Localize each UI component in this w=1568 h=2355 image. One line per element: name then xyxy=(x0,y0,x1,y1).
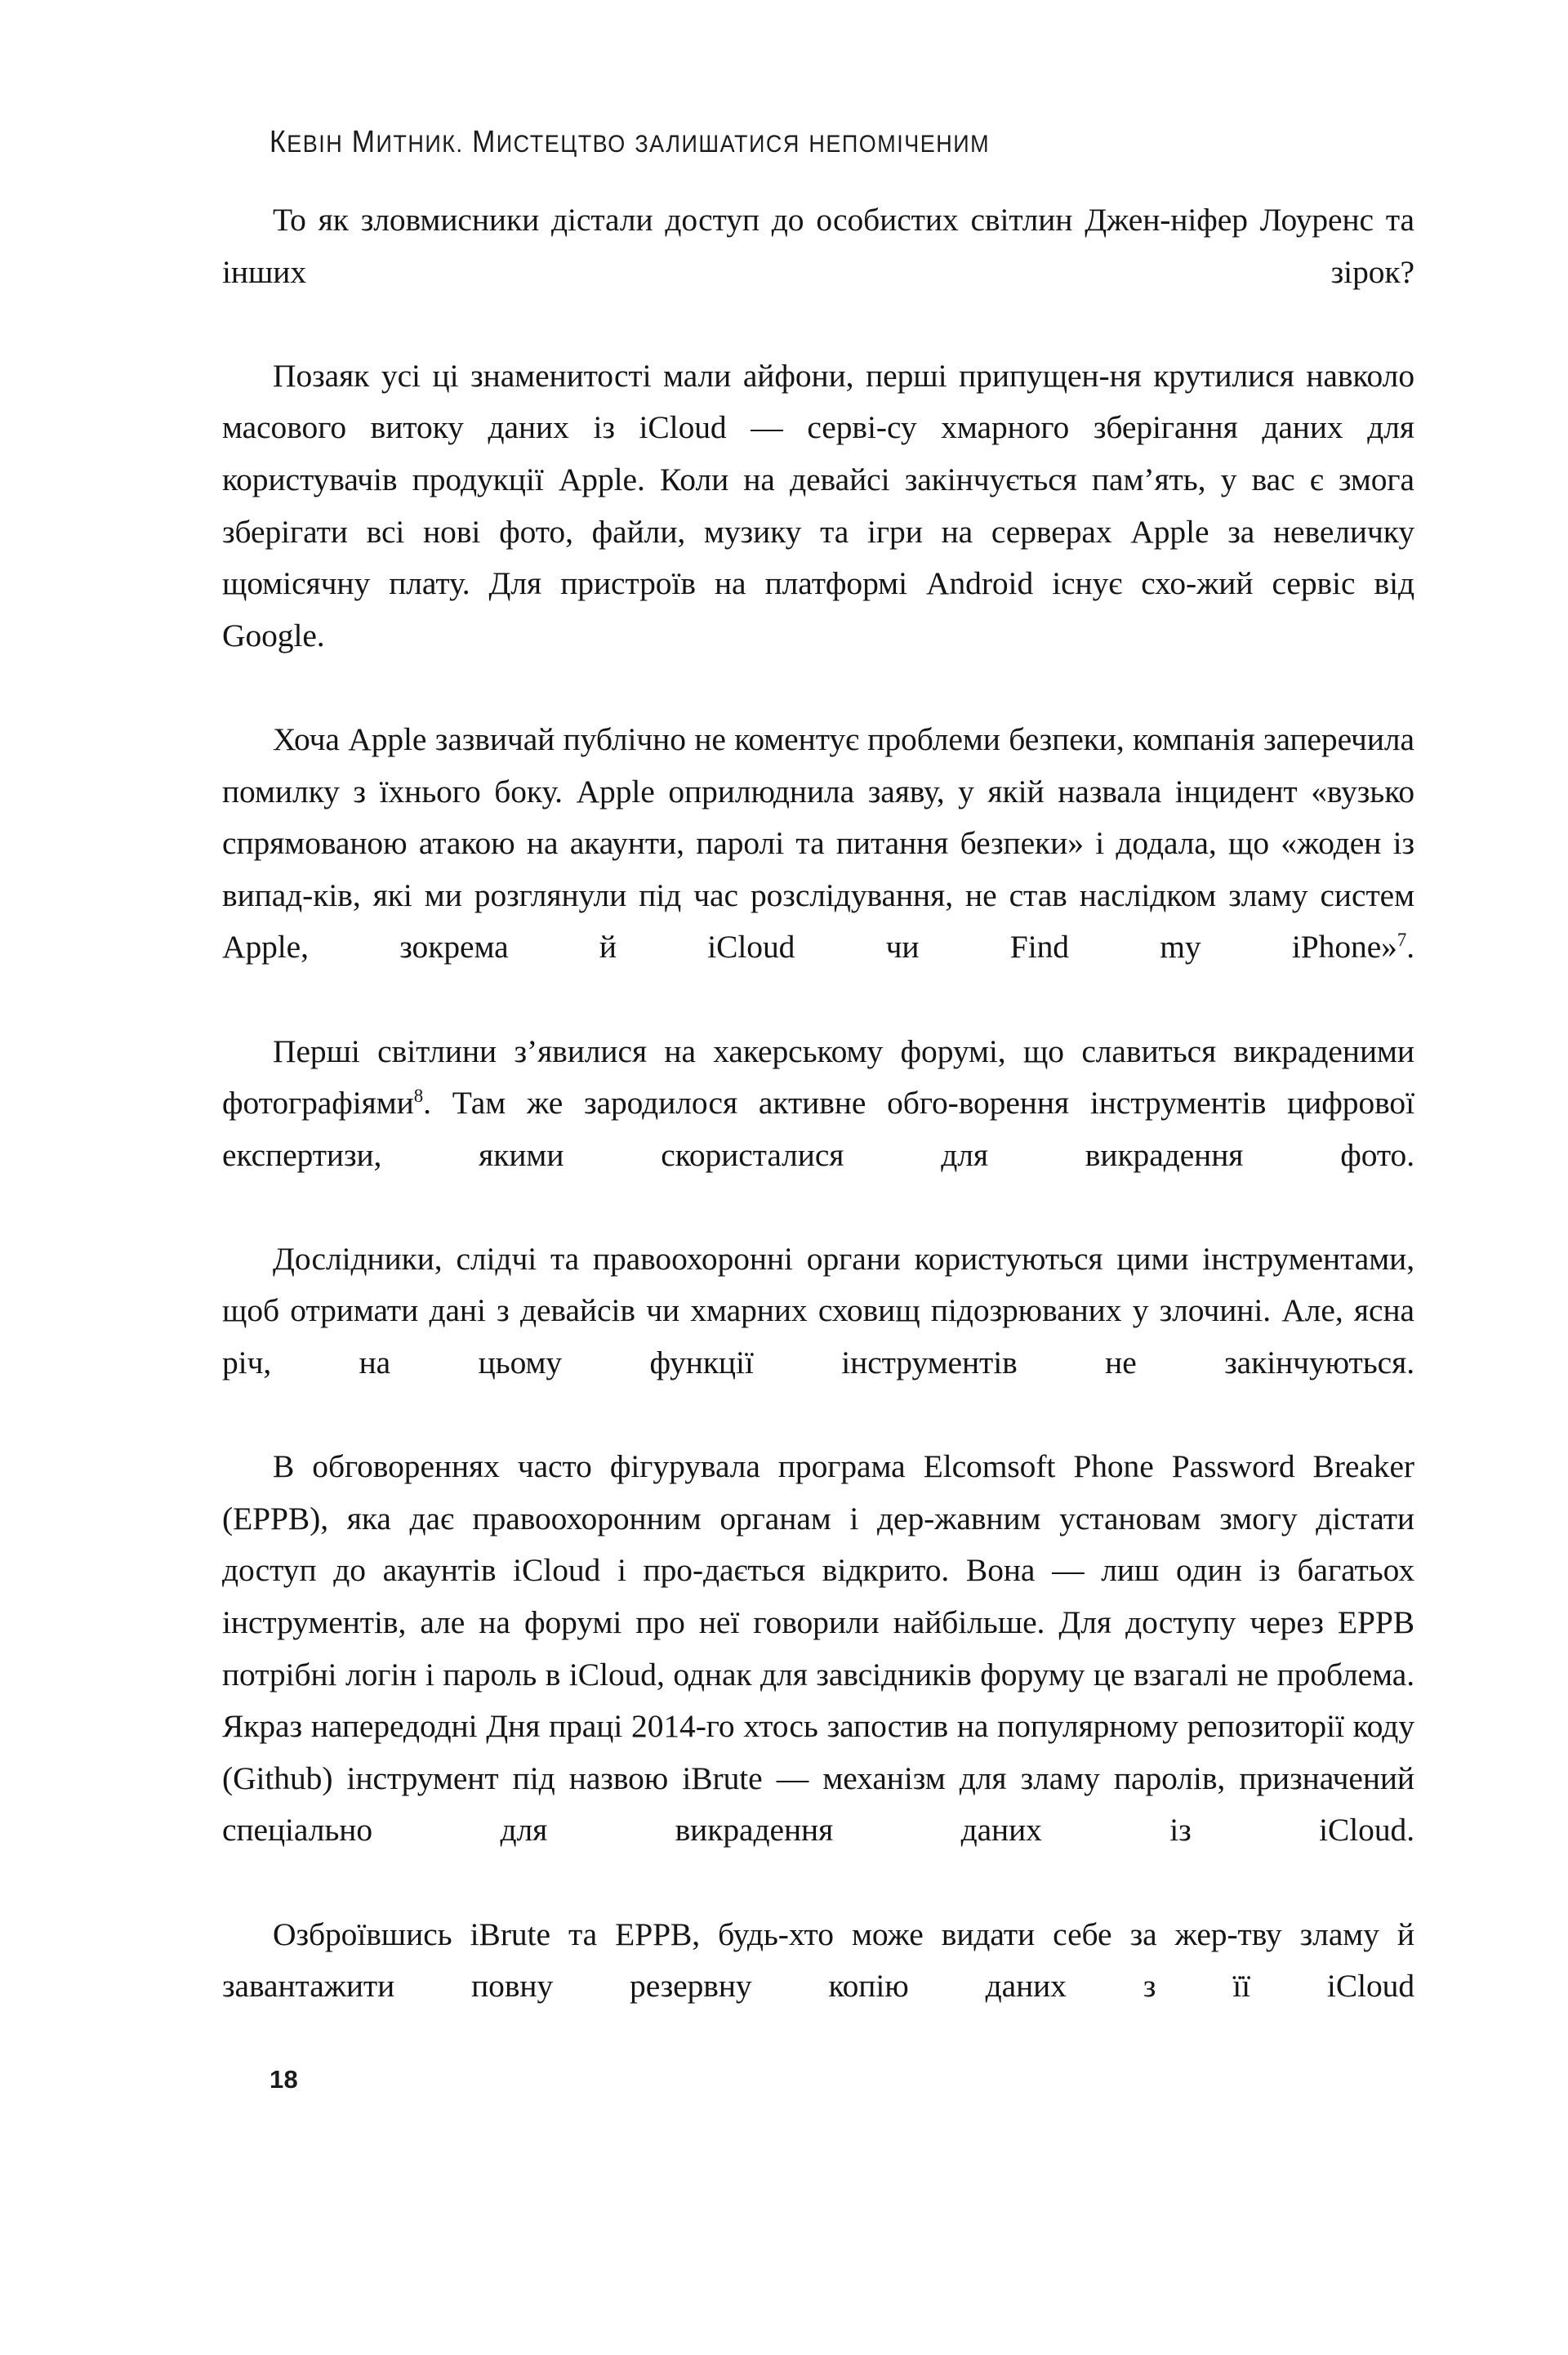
body-text-block xyxy=(222,194,1414,2064)
paragraph: Позаяк усі ці знаменитості мали айфони, перші припущен-​ня крутилися навколо масового витоку даних із iCloud — серві-​су хмарного зберігання даних для користувачів продукції Apple. Коли на девайсі закінчується пам’ять, у вас є змога зберігати всі нові фото, файли, музику та ігри на серверах Apple за невеличку щомісячну плату. Для пристроїв на платформі Android існує схо-​жий сервіс від Google. xyxy=(222,357,1414,653)
running-head-initial-1: К xyxy=(270,124,287,158)
running-head-rest-1: ЕВІН xyxy=(287,131,344,158)
running-head-rest-2: ИТНИК. xyxy=(376,131,464,158)
paragraph: То як зловмисники дістали доступ до особистих світлин Джен-​ніфер Лоуренс та інших зірок? xyxy=(222,202,1414,290)
paragraph: В обговореннях часто фігурувала програма Elcomsoft Phone Password Breaker (EPPB), яка дає правоохоронним органам і дер-​жавним установам змогу дістати доступ до акаунтів iCloud і про-​дається відкрито. Вона — лиш один із багатьох інструментів, але на форумі про неї говорили найбільше. Для доступу через EPPB потрібні логін і пароль в iCloud, однак для завсідників форуму це взагалі не проблема. Якраз напередодні Дня праці 2014-го хтось запостив на популярному репозиторії коду (Github) інструмент під назвою iBrute — механізм для зламу паролів, призначений спеціально для викрадення даних із iCloud. xyxy=(222,1448,1414,1849)
running-head-rest-4: ЗАЛИШАТИСЯ xyxy=(635,131,800,158)
paragraph: Дослідники, слідчі та правоохоронні органи користуються цими інструментами, щоб отримати дані з девайсів чи хмарних сховищ підозрюваних у злочині. Але, ясна річ, на цьому функції інструментів не закінчуються. xyxy=(222,1240,1414,1381)
page-number: 18 xyxy=(270,2065,299,2094)
running-head-initial-2: М xyxy=(351,124,376,158)
paragraph: Перші світлини з’явилися на хакерському форумі, що славиться викраденими фотографіями$^8$. Там же зародилося активне обго-​ворення інструментів цифрової експертизи, якими скористалися для викрадення фото. xyxy=(222,1033,1414,1173)
running-head-initial-3: М xyxy=(472,124,497,158)
running-head-rest-3: ИСТЕЦТВО xyxy=(496,131,626,158)
paragraph: Хоча Apple зазвичай публічно не коментує проблеми безпеки, компанія заперечила помилку з їхнього боку. Apple оприлюднила заяву, у якій назвала інцидент «вузько спрямованою атакою на акаунти, паролі та питання безпеки» і додала, що «жоден із випад-​ків, які ми розглянули під час розслідування, не став наслідком зламу систем Apple, зокрема й iCloud чи Find my iPhone»$^7$. xyxy=(222,720,1414,966)
running-head xyxy=(270,124,1298,159)
running-head-rest-5: НЕПОМІЧЕНИМ xyxy=(808,131,991,158)
paragraph: Озброївшись iBrute та EPPB, будь-​хто може видати себе за жер-​тву зламу й завантажити повну резервну копію даних з її iCloud xyxy=(222,1916,1414,2005)
